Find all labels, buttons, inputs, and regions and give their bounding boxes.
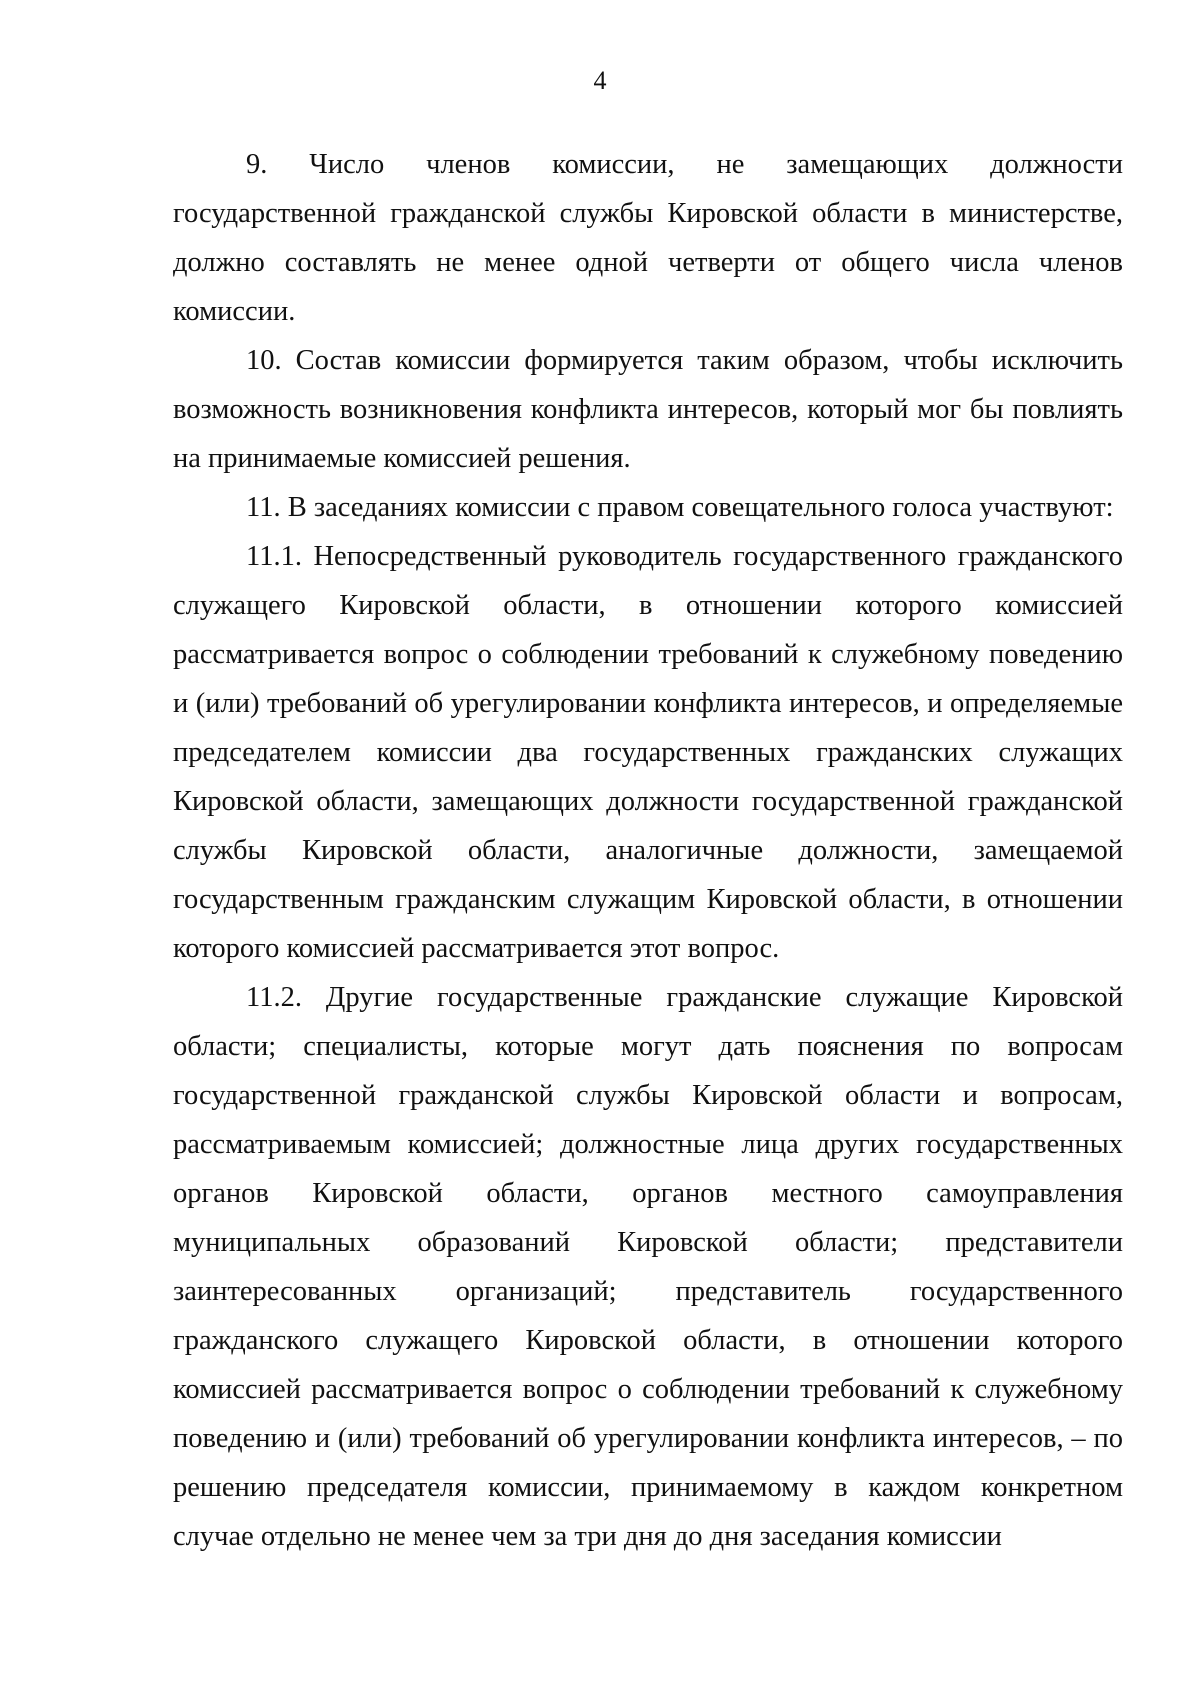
paragraph-10: 10. Состав комиссии формируется таким образом, чтобы исключить возможность возникновения конфликта интересов, который мог бы повлиять на принимаемые комиссией решения.	[173, 345, 1123, 474]
paragraph-9: 9. Число членов комиссии, не замещающих должности государственной гражданской службы Кировской области в министерстве, должно составлять не менее одной четверти от общего числа членов комиссии.	[173, 149, 1123, 327]
page-number: 4	[593, 66, 607, 95]
paragraph-11-1: 11.1. Непосредственный руководитель государственного гражданского служащего Кировской области, в отношении которого комиссией рассматривается вопрос о соблюдении требований к служебному поведению и (или) требований об урегулировании конфликта интересов, и определяемые председателем комиссии два государственных гражданских служащих Кировской области, замещающих должности государственной гражданской службы Кировской области, аналогичные должности, замещаемой государственным гражданским служащим Кировской области, в отношении которого комиссией рассматривается этот вопрос.	[173, 541, 1123, 964]
document-body	[173, 140, 1123, 1561]
paragraph-11-2: 11.2. Другие государственные гражданские служащие Кировской области; специалисты, которые могут дать пояснения по вопросам государственной гражданской службы Кировской области и вопросам, рассматриваемым комиссией; должностные лица других государственных органов Кировской области, органов местного самоуправления муниципальных образований Кировской области; представители заинтересованных организаций; представитель государственного гражданского служащего Кировской области, в отношении которого комиссией рассматривается вопрос о соблюдении требований к служебному поведению и (или) требований об урегулировании конфликта интересов, – по решению председателя комиссии, принимаемому в каждом конкретном случае отдельно не менее чем за три дня до дня заседания комиссии	[173, 982, 1123, 1552]
paragraph-11: 11. В заседаниях комиссии с правом совещательного голоса участвуют:	[246, 492, 1114, 523]
